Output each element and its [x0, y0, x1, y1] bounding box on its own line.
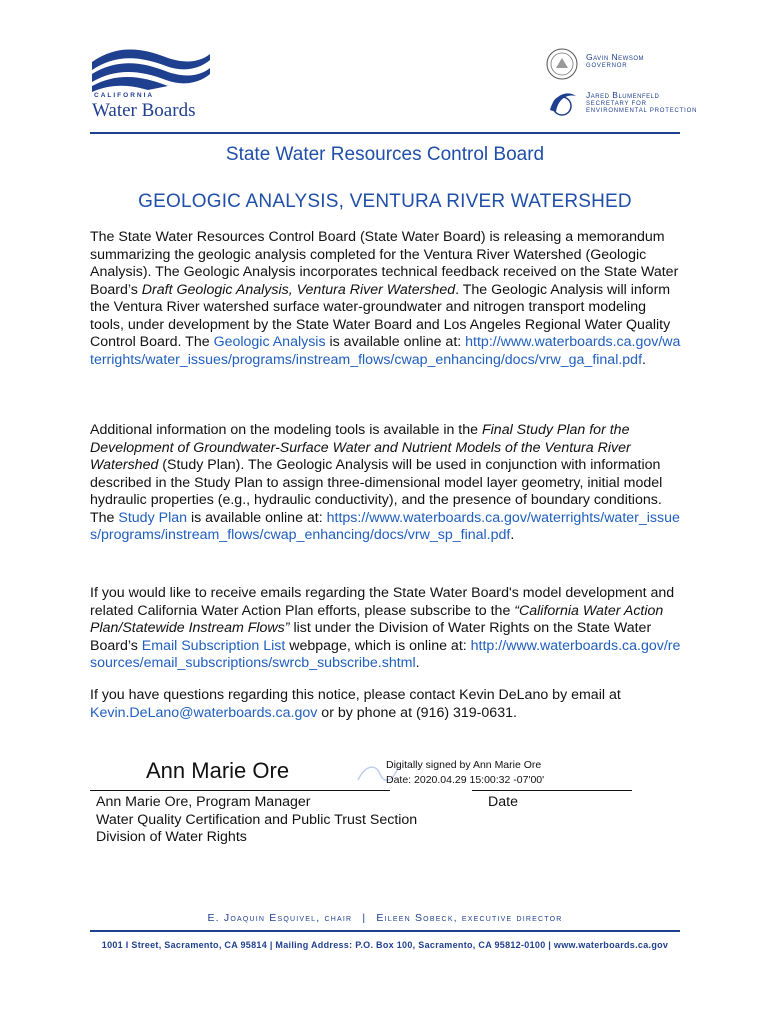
signer-division: Division of Water Rights [96, 829, 247, 845]
state-seal-icon [546, 48, 578, 80]
p1-text-c: is available online at: [325, 334, 466, 350]
date-line [472, 790, 632, 791]
study-plan-link[interactable]: Study Plan [118, 509, 188, 526]
signer-block [96, 794, 417, 847]
footer-address: 1001 I Street, Sacramento, CA 95814 | Mailing Address: P.O. Box 100, Sacramento, CA 95812-0100 | www.waterboards.ca.gov [101, 940, 669, 950]
governor-name: Gavin Newsom [586, 52, 645, 62]
p2-italic-study-title: Final Study Plan for the Development of Groundwater-Surface Water and Nutrient Models of the Ventura River Watershed [90, 422, 631, 473]
p4-text-b: or by phone at (916) 319-0631. [317, 704, 517, 721]
date-label: Date [488, 794, 518, 810]
digital-signature-line2: Date: 2020.04.29 15:00:32 -07'00' [386, 774, 545, 786]
email-subscription-url-link[interactable]: http://www.waterboards.ca.gov/resources/email_subscriptions/swrcb_subscribe.shtml [90, 637, 681, 671]
p2-text-c: is available online at: [187, 509, 327, 526]
logo-name: Water Boards [92, 100, 196, 121]
waves-icon [88, 44, 212, 92]
p1-text-b: . The Geologic Analysis will inform the Ventura River watershed surface water-groundwater and nitrogen transport modeling tools, under development by the State Water Board and Los Angeles Regional Water Quality Control Board. The [90, 281, 671, 350]
signer-name-title: Ann Marie Ore, Program Manager [96, 794, 311, 810]
signature-line [90, 790, 390, 791]
secretary-name: Jared Blumenfeld [586, 90, 660, 100]
geologic-analysis-url-link[interactable]: http://www.waterboards.ca.gov/waterrights/water_issues/programs/instream_flows/cwap_enhancing/docs/vrw_ga_final.pdf [90, 334, 681, 368]
p3-italic-list-name: “California Water Action Plan/Statewide Instream Flows” [90, 602, 664, 636]
contact-email-link[interactable]: Kevin.DeLano@waterboards.ca.gov [90, 704, 318, 721]
p4-text-a: If you have questions regarding this notice, please contact Kevin DeLano by email at [90, 687, 621, 703]
header-divider [90, 132, 680, 134]
p3-text-a: If you would like to receive emails regarding the State Water Board's model development and related California Water Action Plan efforts, please subscribe to the [90, 585, 675, 619]
footer-divider [90, 930, 680, 932]
signature-script-name: Ann Marie Ore [146, 758, 290, 783]
p2-text-b: (Study Plan). The Geologic Analysis will be used in conjunction with information described in the Study Plan to assign three-dimensional model layer geometry, initial model hydraulic properties (e.g., hydraulic conductivity), and the presence of boundary conditions. The [90, 457, 663, 526]
digital-signature-info [386, 758, 544, 788]
secretary-title-line2: ENVIRONMENTAL PROTECTION [586, 108, 698, 115]
geologic-analysis-link[interactable]: Geologic Analysis [213, 334, 326, 350]
signer-section: Water Quality Certification and Public Trust Section [96, 811, 418, 828]
calepa-logo-icon [546, 88, 578, 118]
page-title: GEOLOGIC ANALYSIS, VENTURA RIVER WATERSHED [138, 191, 632, 212]
p2-text-a: Additional information on the modeling tools is available in the [90, 422, 482, 438]
p3-end: . [415, 655, 420, 671]
logo-state-label: CALIFORNIA [94, 92, 155, 99]
p1-end: . [642, 351, 646, 368]
footer-officers [0, 912, 770, 924]
chair-name: E. Joaquin Esquivel, chair [207, 912, 353, 924]
director-name: Eileen Sobeck, executive director [376, 912, 563, 924]
footer-separator: | [362, 912, 367, 924]
p3-text-b: list under the Division of Water Rights on the State Water Board’s [90, 620, 652, 654]
paragraph-geologic-analysis [90, 229, 682, 369]
p1-italic-draft-title: Draft Geologic Analysis, Ventura River Watershed [141, 281, 456, 298]
p3-text-c: webpage, which is online at: [285, 637, 471, 654]
secretary-block [586, 90, 697, 116]
paragraph-email-subscription [90, 585, 682, 673]
p1-text-a: The State Water Resources Control Board (State Water Board) is releasing a memorandum summarizing the geologic analysis completed for the Ventura River Watershed (Geologic Analysis). The Geologic Analysis incorporates technical feedback received on the State Water Board’s [90, 229, 679, 298]
digital-signature-line1: Digitally signed by Ann Marie Ore [386, 759, 542, 771]
paragraph-study-plan [90, 422, 682, 545]
email-subscription-link[interactable]: Email Subscription List [141, 637, 286, 654]
governor-title: GOVERNOR [586, 62, 628, 69]
paragraph-contact [90, 687, 682, 722]
p2-end: . [510, 527, 515, 543]
board-heading: State Water Resources Control Board [225, 144, 545, 165]
governor-block [586, 52, 644, 70]
water-boards-logo [88, 44, 212, 124]
study-plan-url-link[interactable]: https://www.waterboards.ca.gov/waterrights/water_issues/programs/instream_flows/cwap_enhancing/docs/vrw_sp_final.pdf [90, 509, 680, 543]
secretary-title-line1: SECRETARY FOR [586, 100, 647, 107]
